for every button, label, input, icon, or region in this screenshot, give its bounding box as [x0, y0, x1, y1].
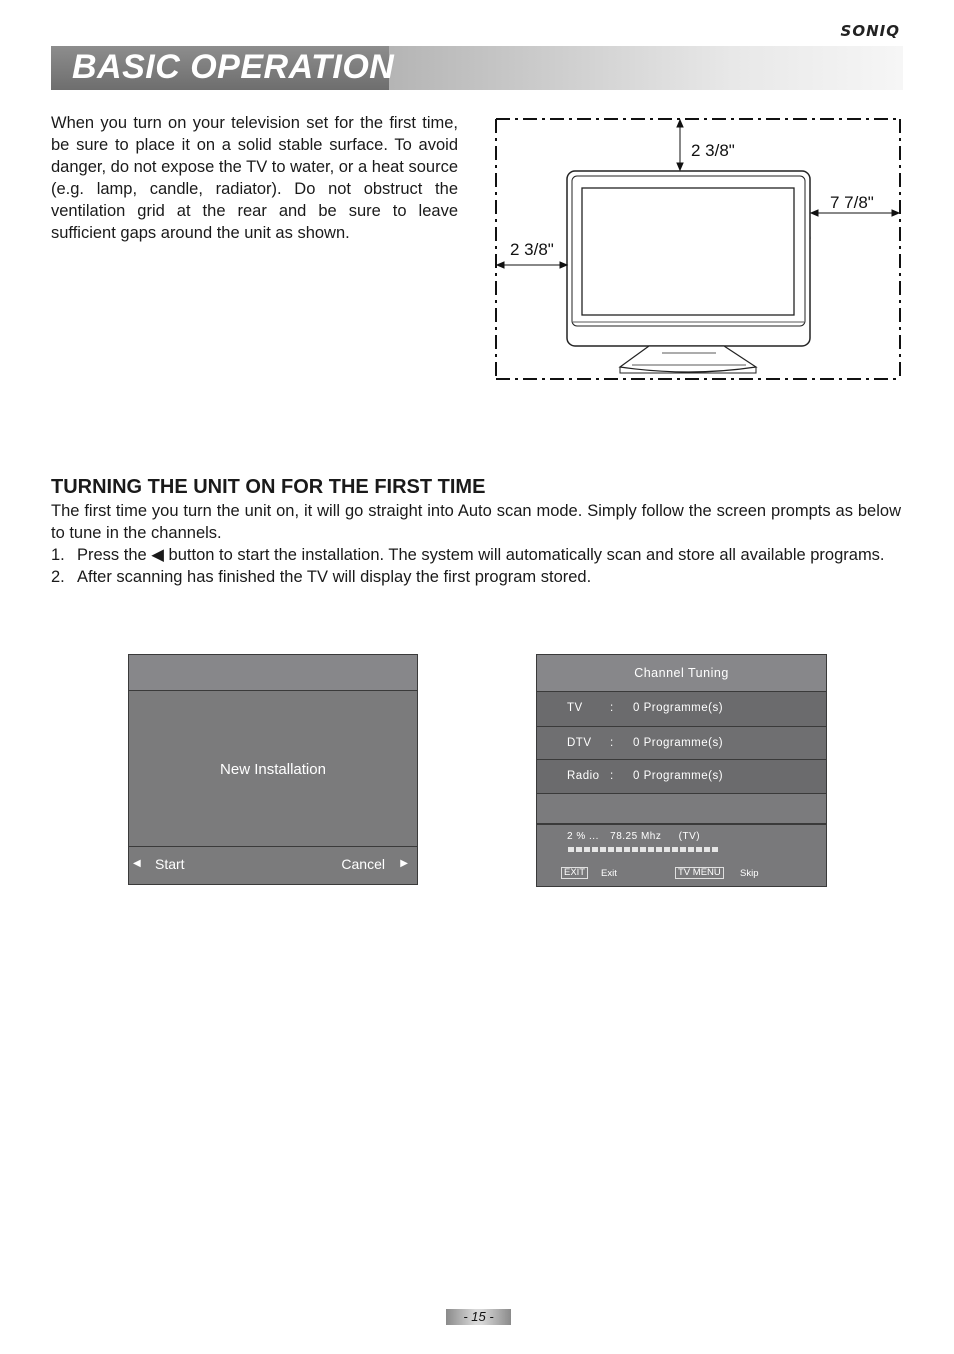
tv-clearance-diagram	[494, 115, 906, 385]
progress-segment	[616, 847, 622, 852]
list-item	[51, 544, 901, 566]
channel-tuning-title: Channel Tuning	[537, 655, 826, 692]
steps-list	[51, 544, 901, 588]
progress-segment	[648, 847, 654, 852]
tv-row	[537, 692, 826, 727]
screen-header	[129, 655, 417, 691]
progress-segment	[704, 847, 710, 852]
step-number: 2.	[51, 568, 65, 586]
radio-row	[537, 760, 826, 794]
page-number: - 15 -	[446, 1309, 511, 1325]
list-item	[51, 566, 901, 588]
screen-footer	[129, 847, 417, 884]
left-arrow-icon[interactable]: ◀	[133, 858, 141, 869]
step-text: After scanning has finished the TV will display the first program stored.	[77, 568, 592, 586]
scan-progress-bar	[568, 847, 720, 853]
tv-menu-key[interactable]: TV MENU	[675, 867, 724, 879]
exit-key[interactable]: EXIT	[561, 867, 588, 879]
brand-logo: SONIQ	[840, 22, 900, 40]
progress-segment	[608, 847, 614, 852]
new-installation-label: New Installation	[220, 761, 326, 778]
left-gap-label: 2 3/8"	[510, 240, 554, 259]
section-body: The first time you turn the unit on, it will go straight into Auto scan mode. Simply follow the screen prompts as below to tune in the channels.	[51, 502, 901, 542]
step-number: 1.	[51, 546, 65, 564]
progress-segment	[632, 847, 638, 852]
row-colon: :	[610, 770, 614, 782]
progress-segment	[592, 847, 598, 852]
exit-label: Exit	[601, 868, 617, 879]
row-label: Radio	[567, 770, 600, 782]
scan-status	[567, 831, 708, 842]
top-gap-label: 2 3/8"	[691, 141, 735, 160]
progress-segment	[680, 847, 686, 852]
channel-tuning-screen	[536, 654, 827, 887]
row-label: DTV	[567, 737, 592, 749]
progress-segment	[688, 847, 694, 852]
progress-segment	[568, 847, 574, 852]
row-colon: :	[610, 702, 614, 714]
cancel-option[interactable]: Cancel	[341, 856, 385, 872]
right-arrow-icon[interactable]: ▶	[400, 858, 408, 869]
step-text: Press the ◀ button to start the installation. The system will automatically scan and store all available programs.	[77, 546, 885, 564]
progress-segment	[712, 847, 718, 852]
progress-segment	[584, 847, 590, 852]
row-colon: :	[610, 737, 614, 749]
start-option[interactable]: Start	[155, 856, 185, 872]
progress-segment	[600, 847, 606, 852]
row-label: TV	[567, 702, 583, 714]
row-value: 0 Programme(s)	[633, 737, 724, 749]
empty-row	[537, 794, 826, 825]
row-value: 0 Programme(s)	[633, 702, 724, 714]
section-heading: TURNING THE UNIT ON FOR THE FIRST TIME	[51, 476, 486, 498]
progress-segment	[664, 847, 670, 852]
page-title: BASIC OPERATION	[72, 48, 395, 86]
progress-segment	[656, 847, 662, 852]
new-installation-screen	[128, 654, 418, 885]
progress-segment	[672, 847, 678, 852]
side-gap-label: 7 7/8"	[830, 193, 874, 212]
scan-frequency: 78.25 Mhz	[610, 831, 662, 842]
intro-paragraph: When you turn on your television set for the first time, be sure to place it on a solid stable surface. To avoid danger, do not expose the TV to water, or a heat source (e.g. lamp, candle, radiator). Do not obstruct the ventilation grid at the rear and be sure to leave sufficient gaps around the unit as shown.	[51, 114, 458, 242]
row-value: 0 Programme(s)	[633, 770, 724, 782]
scan-percent: 2 % ...	[567, 831, 599, 842]
progress-segment	[576, 847, 582, 852]
scan-mode: (TV)	[678, 831, 701, 842]
tv-illustration	[567, 171, 810, 373]
progress-segment	[696, 847, 702, 852]
dtv-row	[537, 727, 826, 760]
skip-label: Skip	[740, 868, 759, 879]
progress-segment	[624, 847, 630, 852]
progress-segment	[640, 847, 646, 852]
